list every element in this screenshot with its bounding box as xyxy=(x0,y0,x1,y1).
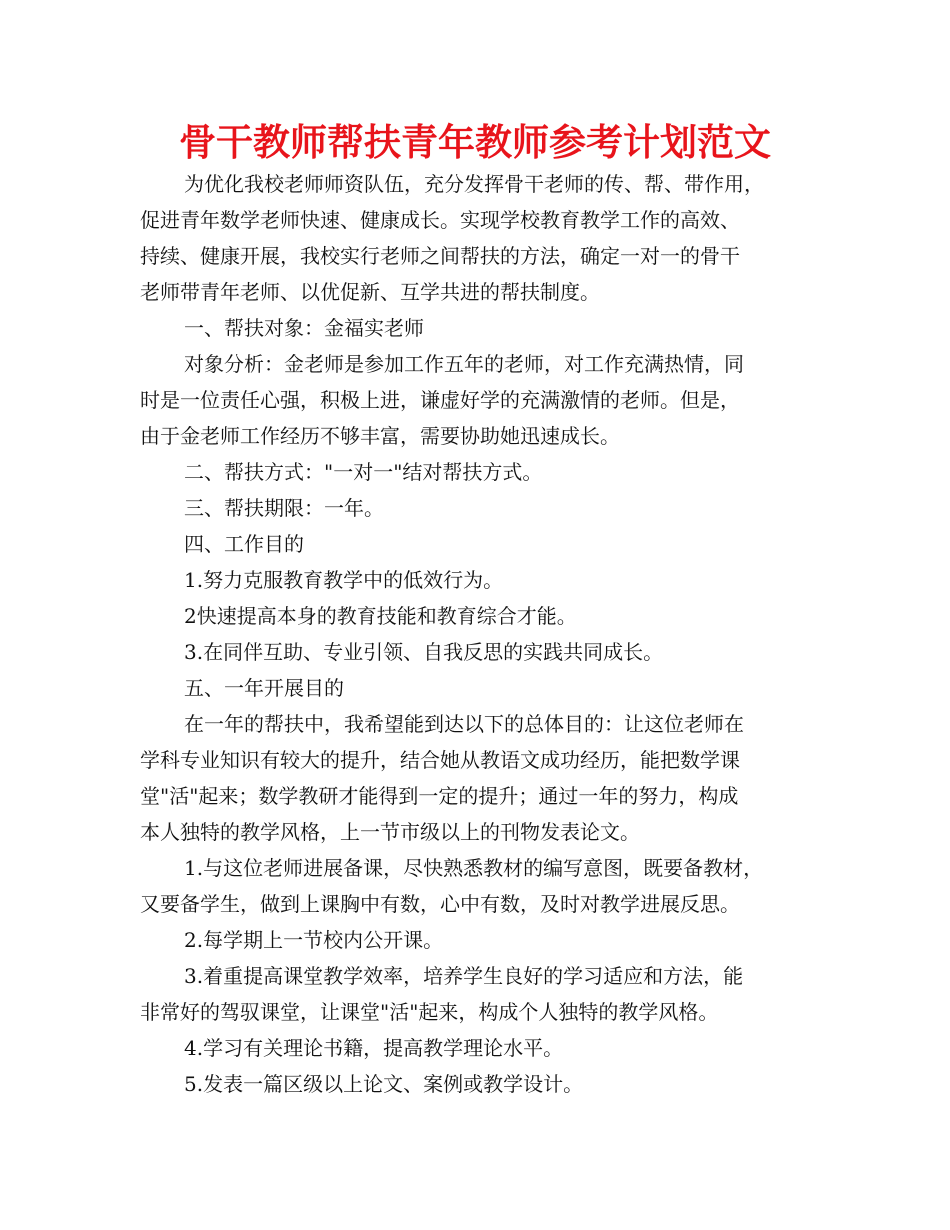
text-line: 由于金老师工作经历不够丰富，需要协助她迅速成长。 xyxy=(140,424,620,448)
text-line: 为优化我校老师师资队伍，充分发挥骨干老师的传、帮、带作用， xyxy=(184,172,764,196)
text-line: 在一年的帮扶中，我希望能到达以下的总体目的：让这位老师在 xyxy=(184,712,744,736)
section-heading: 四、工作目的 xyxy=(184,532,304,556)
document-body xyxy=(140,166,830,1102)
text-line: 学科专业知识有较大的提升，结合她从教语文成功经历，能把数学课 xyxy=(140,748,740,772)
text-line: 堂"活"起来；数学教研才能得到一定的提升；通过一年的努力，构成 xyxy=(140,784,739,808)
text-line: 老师带青年老师、以优促新、互学共进的帮扶制度。 xyxy=(140,280,600,304)
section-heading: 三、帮扶期限：一年。 xyxy=(184,496,384,520)
text-line: 非常好的驾驭课堂，让课堂"活"起来，构成个人独特的教学风格。 xyxy=(140,1000,719,1024)
list-item: 4.学习有关理论书籍，提高教学理论水平。 xyxy=(184,1036,564,1060)
section-heading: 二、帮扶方式："一对一"结对帮扶方式。 xyxy=(184,460,543,484)
text-line: 促进青年数学老师快速、健康成长。实现学校教育教学工作的高效、 xyxy=(140,208,740,232)
text-line: 又要备学生，做到上课胸中有数，心中有数，及时对教学进展反思。 xyxy=(140,892,740,916)
list-item: 2.每学期上一节校内公开课。 xyxy=(184,928,444,952)
text-line: 持续、健康开展，我校实行老师之间帮扶的方法，确定一对一的骨干 xyxy=(140,244,740,268)
list-item: 2快速提高本身的教育技能和教育综合才能。 xyxy=(184,604,577,628)
text-line: 对象分析：金老师是参加工作五年的老师，对工作充满热情，同 xyxy=(184,352,744,376)
text-line: 时是一位责任心强，积极上进，谦虚好学的充满激情的老师。但是， xyxy=(140,388,740,412)
list-item: 1.努力克服教育教学中的低效行为。 xyxy=(184,568,504,592)
document-title: 骨干教师帮扶青年教师参考计划范文 xyxy=(179,121,771,164)
section-heading: 五、一年开展目的 xyxy=(184,676,344,700)
section-heading: 一、帮扶对象：金福实老师 xyxy=(184,316,424,340)
list-item: 3.在同伴互助、专业引领、自我反思的实践共同成长。 xyxy=(184,640,664,664)
list-item: 5.发表一篇区级以上论文、案例或教学设计。 xyxy=(184,1072,584,1096)
list-item: 3.着重提高课堂教学效率，培养学生良好的学习适应和方法，能 xyxy=(184,964,744,988)
text-line: 本人独特的教学风格，上一节市级以上的刊物发表论文。 xyxy=(140,820,640,844)
list-item: 1.与这位老师进展备课，尽快熟悉教材的编写意图，既要备教材， xyxy=(184,856,764,880)
